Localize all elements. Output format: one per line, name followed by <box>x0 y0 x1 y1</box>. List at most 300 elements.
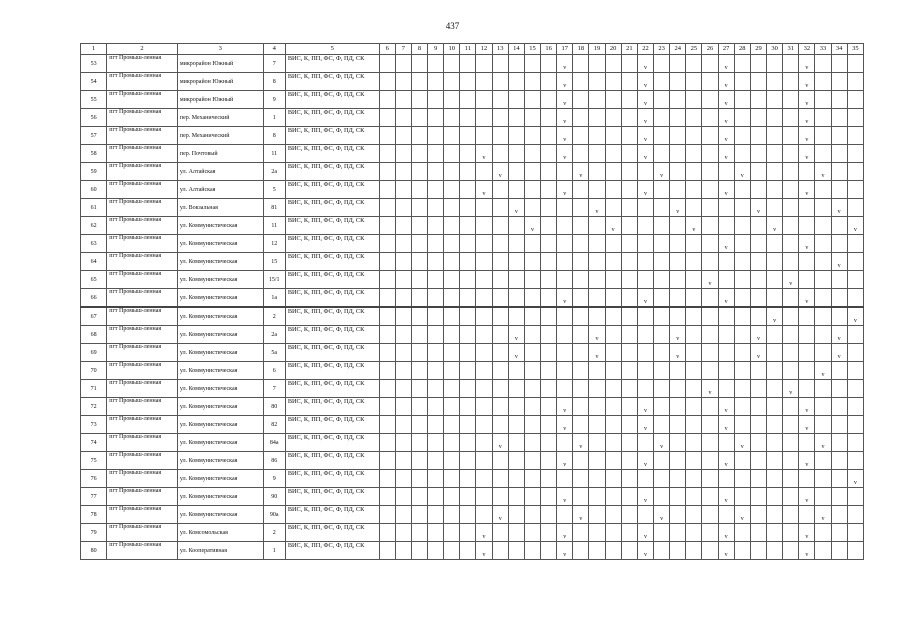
schedule-cell <box>395 524 411 542</box>
schedule-cell <box>492 217 508 235</box>
schedule-cell <box>524 506 540 524</box>
schedule-cell <box>686 362 702 380</box>
table-row <box>81 199 864 217</box>
schedule-cell <box>799 271 815 289</box>
schedule-cell <box>621 73 637 91</box>
schedule-cell <box>460 127 476 145</box>
schedule-cell <box>686 235 702 253</box>
services-cell: ВИС, К, ПП, ФС, Ф, ПД, СК <box>285 289 379 308</box>
settlement-cell: пгт Промыш-ленная <box>107 470 178 488</box>
schedule-cell <box>605 470 621 488</box>
schedule-cell <box>428 380 444 398</box>
schedule-cell <box>508 470 524 488</box>
row-number: 78 <box>81 506 107 524</box>
schedule-cell <box>508 253 524 271</box>
check-mark: v <box>718 91 734 109</box>
schedule-cell <box>589 542 605 560</box>
schedule-cell <box>702 362 718 380</box>
schedule-cell <box>734 271 750 289</box>
schedule-cell <box>379 326 395 344</box>
schedule-cell <box>734 73 750 91</box>
schedule-cell <box>541 326 557 344</box>
schedule-cell <box>783 253 799 271</box>
schedule-cell <box>831 289 847 308</box>
schedule-cell <box>444 452 460 470</box>
schedule-cell <box>605 380 621 398</box>
check-mark: v <box>670 326 686 344</box>
schedule-cell <box>444 488 460 506</box>
street-cell: пер. Почтовый <box>177 145 263 163</box>
schedule-cell <box>831 470 847 488</box>
schedule-cell <box>702 470 718 488</box>
check-mark: v <box>718 416 734 434</box>
column-header-9: 9 <box>428 44 444 55</box>
schedule-cell <box>670 524 686 542</box>
schedule-cell <box>734 524 750 542</box>
schedule-cell <box>783 416 799 434</box>
table-row <box>81 73 864 91</box>
street-cell: микрорайон Южный <box>177 73 263 91</box>
schedule-cell <box>702 416 718 434</box>
schedule-cell <box>767 73 783 91</box>
schedule-cell <box>379 506 395 524</box>
house-number-cell: 1 <box>263 109 285 127</box>
schedule-cell <box>573 488 589 506</box>
schedule-cell <box>670 127 686 145</box>
check-mark: v <box>799 488 815 506</box>
schedule-cell <box>379 181 395 199</box>
check-mark: v <box>718 524 734 542</box>
schedule-cell <box>524 271 540 289</box>
schedule-cell <box>411 416 427 434</box>
schedule-cell <box>444 506 460 524</box>
schedule-cell <box>428 524 444 542</box>
schedule-cell <box>605 344 621 362</box>
check-mark: v <box>589 344 605 362</box>
row-number: 64 <box>81 253 107 271</box>
check-mark: v <box>476 145 492 163</box>
schedule-cell <box>524 73 540 91</box>
schedule-cell <box>847 109 863 127</box>
row-number: 68 <box>81 326 107 344</box>
schedule-cell <box>686 488 702 506</box>
settlement-cell: пгт Промыш-ленная <box>107 344 178 362</box>
schedule-cell <box>460 109 476 127</box>
check-mark: v <box>799 524 815 542</box>
schedule-cell <box>395 289 411 308</box>
schedule-cell <box>654 416 670 434</box>
check-mark: v <box>508 326 524 344</box>
schedule-cell <box>718 163 734 181</box>
schedule-cell <box>799 326 815 344</box>
schedule-cell <box>686 307 702 326</box>
schedule-cell <box>831 452 847 470</box>
schedule-cell <box>654 199 670 217</box>
schedule-cell <box>670 163 686 181</box>
services-cell: ВИС, К, ПП, ФС, Ф, ПД, СК <box>285 163 379 181</box>
street-cell: ул. Коммунистическая <box>177 289 263 308</box>
schedule-cell <box>460 163 476 181</box>
house-number-cell: 84а <box>263 434 285 452</box>
schedule-cell <box>428 307 444 326</box>
settlement-cell: пгт Промыш-ленная <box>107 109 178 127</box>
schedule-cell <box>541 434 557 452</box>
schedule-cell <box>847 362 863 380</box>
schedule-cell <box>734 145 750 163</box>
schedule-cell <box>637 434 653 452</box>
schedule-cell <box>589 127 605 145</box>
check-mark: v <box>573 434 589 452</box>
schedule-cell <box>654 488 670 506</box>
schedule-cell <box>621 145 637 163</box>
schedule-cell <box>847 542 863 560</box>
schedule-cell <box>508 506 524 524</box>
schedule-cell <box>428 542 444 560</box>
schedule-cell <box>541 506 557 524</box>
schedule-cell <box>428 344 444 362</box>
check-mark: v <box>831 344 847 362</box>
schedule-cell <box>605 542 621 560</box>
schedule-cell <box>541 452 557 470</box>
schedule-cell <box>831 362 847 380</box>
schedule-cell <box>605 109 621 127</box>
schedule-cell <box>637 344 653 362</box>
settlement-cell: пгт Промыш-ленная <box>107 488 178 506</box>
schedule-cell <box>395 398 411 416</box>
schedule-cell <box>428 271 444 289</box>
schedule-cell <box>767 452 783 470</box>
check-mark: v <box>637 127 653 145</box>
schedule-cell <box>428 506 444 524</box>
schedule-cell <box>573 307 589 326</box>
schedule-cell <box>524 524 540 542</box>
settlement-cell: пгт Промыш-ленная <box>107 434 178 452</box>
column-header-30: 30 <box>767 44 783 55</box>
check-mark: v <box>847 307 863 326</box>
schedule-cell <box>847 271 863 289</box>
schedule-cell <box>799 380 815 398</box>
settlement-cell: пгт Промыш-ленная <box>107 55 178 73</box>
schedule-cell <box>524 199 540 217</box>
house-number-cell: 2а <box>263 163 285 181</box>
schedule-cell <box>702 344 718 362</box>
schedule-cell <box>767 163 783 181</box>
schedule-cell <box>702 398 718 416</box>
schedule-cell <box>428 73 444 91</box>
schedule-cell <box>573 289 589 308</box>
schedule-cell <box>605 289 621 308</box>
schedule-cell <box>476 307 492 326</box>
schedule-cell <box>524 235 540 253</box>
schedule-cell <box>686 163 702 181</box>
column-header-15: 15 <box>524 44 540 55</box>
schedule-cell <box>460 524 476 542</box>
schedule-cell <box>734 109 750 127</box>
house-number-cell: 1а <box>263 289 285 308</box>
schedule-cell <box>847 91 863 109</box>
column-header-24: 24 <box>670 44 686 55</box>
schedule-cell <box>444 127 460 145</box>
schedule-cell <box>637 253 653 271</box>
check-mark: v <box>557 181 573 199</box>
schedule-cell <box>702 163 718 181</box>
schedule-cell <box>508 289 524 308</box>
schedule-cell <box>492 307 508 326</box>
schedule-cell <box>444 524 460 542</box>
schedule-cell <box>783 73 799 91</box>
schedule-cell <box>767 380 783 398</box>
schedule-cell <box>508 181 524 199</box>
street-cell: ул. Коммунистическая <box>177 470 263 488</box>
check-mark: v <box>557 398 573 416</box>
check-mark: v <box>799 398 815 416</box>
schedule-cell <box>750 542 766 560</box>
check-mark: v <box>557 127 573 145</box>
schedule-cell <box>847 163 863 181</box>
row-number: 65 <box>81 271 107 289</box>
schedule-cell <box>670 542 686 560</box>
check-mark: v <box>557 452 573 470</box>
schedule-cell <box>460 416 476 434</box>
schedule-cell <box>476 416 492 434</box>
house-number-cell: 90а <box>263 506 285 524</box>
schedule-cell <box>476 109 492 127</box>
services-cell: ВИС, К, ПП, ФС, Ф, ПД, СК <box>285 91 379 109</box>
schedule-cell <box>589 398 605 416</box>
schedule-cell <box>670 73 686 91</box>
schedule-cell <box>621 289 637 308</box>
schedule-cell <box>573 271 589 289</box>
schedule-cell <box>557 199 573 217</box>
check-mark: v <box>686 217 702 235</box>
settlement-cell: пгт Промыш-ленная <box>107 542 178 560</box>
schedule-cell <box>831 55 847 73</box>
check-mark: v <box>573 163 589 181</box>
schedule-cell <box>541 488 557 506</box>
schedule-cell <box>621 163 637 181</box>
schedule-cell <box>686 542 702 560</box>
street-cell: ул. Коммунистическая <box>177 307 263 326</box>
schedule-cell <box>702 524 718 542</box>
check-mark: v <box>637 145 653 163</box>
schedule-cell <box>654 73 670 91</box>
schedule-cell <box>589 163 605 181</box>
schedule-cell <box>831 307 847 326</box>
check-mark: v <box>815 506 831 524</box>
schedule-cell <box>589 488 605 506</box>
schedule-cell <box>831 434 847 452</box>
schedule-cell <box>734 307 750 326</box>
schedule-cell <box>702 289 718 308</box>
schedule-cell <box>799 307 815 326</box>
schedule-cell <box>460 506 476 524</box>
schedule-cell <box>508 524 524 542</box>
schedule-cell <box>476 271 492 289</box>
schedule-cell <box>637 362 653 380</box>
house-number-cell: 1 <box>263 542 285 560</box>
settlement-cell: пгт Промыш-ленная <box>107 326 178 344</box>
schedule-cell <box>395 253 411 271</box>
schedule-cell <box>783 434 799 452</box>
schedule-cell <box>573 199 589 217</box>
services-cell: ВИС, К, ПП, ФС, Ф, ПД, СК <box>285 109 379 127</box>
schedule-cell <box>654 452 670 470</box>
column-header-34: 34 <box>831 44 847 55</box>
schedule-cell <box>492 235 508 253</box>
schedule-cell <box>411 217 427 235</box>
schedule-cell <box>637 271 653 289</box>
check-mark: v <box>847 470 863 488</box>
schedule-cell <box>686 199 702 217</box>
schedule-cell <box>589 506 605 524</box>
schedule-cell <box>815 73 831 91</box>
schedule-cell <box>686 91 702 109</box>
schedule-cell <box>411 271 427 289</box>
street-cell: ул. Коммунистическая <box>177 235 263 253</box>
schedule-cell <box>767 362 783 380</box>
table-row <box>81 235 864 253</box>
house-number-cell: 81 <box>263 199 285 217</box>
schedule-cell <box>815 326 831 344</box>
schedule-cell <box>395 163 411 181</box>
schedule-cell <box>605 235 621 253</box>
schedule-cell <box>670 235 686 253</box>
schedule-cell <box>605 524 621 542</box>
check-mark: v <box>637 524 653 542</box>
schedule-cell <box>589 524 605 542</box>
schedule-cell <box>783 181 799 199</box>
schedule-cell <box>411 145 427 163</box>
schedule-cell <box>767 470 783 488</box>
schedule-cell <box>460 91 476 109</box>
schedule-cell <box>686 326 702 344</box>
schedule-cell <box>460 235 476 253</box>
schedule-cell <box>686 289 702 308</box>
schedule-cell <box>799 506 815 524</box>
schedule-cell <box>379 109 395 127</box>
schedule-cell <box>750 271 766 289</box>
schedule-cell <box>524 127 540 145</box>
schedule-cell <box>605 91 621 109</box>
schedule-cell <box>476 362 492 380</box>
row-number: 54 <box>81 73 107 91</box>
house-number-cell: 90 <box>263 488 285 506</box>
schedule-cell <box>605 271 621 289</box>
column-header-29: 29 <box>750 44 766 55</box>
schedule-cell <box>395 542 411 560</box>
schedule-cell <box>379 344 395 362</box>
street-cell: ул. Комсомольская <box>177 524 263 542</box>
schedule-cell <box>621 55 637 73</box>
check-mark: v <box>718 235 734 253</box>
schedule-cell <box>444 416 460 434</box>
services-cell: ВИС, К, ПП, ФС, Ф, ПД, СК <box>285 524 379 542</box>
check-mark: v <box>557 542 573 560</box>
schedule-cell <box>702 109 718 127</box>
schedule-cell <box>395 470 411 488</box>
column-header-33: 33 <box>815 44 831 55</box>
services-cell: ВИС, К, ПП, ФС, Ф, ПД, СК <box>285 362 379 380</box>
schedule-cell <box>541 199 557 217</box>
schedule-cell <box>831 73 847 91</box>
schedule-cell <box>702 55 718 73</box>
schedule-cell <box>815 127 831 145</box>
schedule-cell <box>557 362 573 380</box>
schedule-cell <box>670 452 686 470</box>
services-cell: ВИС, К, ПП, ФС, Ф, ПД, СК <box>285 542 379 560</box>
schedule-cell <box>476 199 492 217</box>
schedule-cell <box>428 163 444 181</box>
schedule-cell <box>686 416 702 434</box>
schedule-cell <box>621 542 637 560</box>
schedule-cell <box>444 398 460 416</box>
schedule-cell <box>444 271 460 289</box>
table-row <box>81 416 864 434</box>
schedule-cell <box>541 235 557 253</box>
schedule-cell <box>541 344 557 362</box>
schedule-cell <box>428 91 444 109</box>
schedule-cell <box>379 307 395 326</box>
schedule-cell <box>621 524 637 542</box>
column-header-14: 14 <box>508 44 524 55</box>
schedule-cell <box>783 470 799 488</box>
schedule-cell <box>767 416 783 434</box>
schedule-cell <box>621 91 637 109</box>
street-cell: ул. Коммунистическая <box>177 217 263 235</box>
schedule-cell <box>783 145 799 163</box>
schedule-cell <box>379 542 395 560</box>
schedule-cell <box>734 488 750 506</box>
schedule-cell <box>750 506 766 524</box>
schedule-cell <box>589 470 605 488</box>
schedule-cell <box>847 488 863 506</box>
schedule-cell <box>718 506 734 524</box>
schedule-cell <box>637 199 653 217</box>
schedule-cell <box>847 55 863 73</box>
schedule-cell <box>557 235 573 253</box>
schedule-cell <box>767 199 783 217</box>
check-mark: v <box>847 217 863 235</box>
check-mark: v <box>589 199 605 217</box>
check-mark: v <box>831 326 847 344</box>
schedule-cell <box>573 235 589 253</box>
row-number: 57 <box>81 127 107 145</box>
schedule-cell <box>460 452 476 470</box>
schedule-cell <box>767 181 783 199</box>
schedule-cell <box>379 271 395 289</box>
schedule-cell <box>395 235 411 253</box>
schedule-cell <box>767 91 783 109</box>
check-mark: v <box>670 344 686 362</box>
schedule-cell <box>718 344 734 362</box>
schedule-cell <box>621 326 637 344</box>
schedule-cell <box>767 109 783 127</box>
column-number-row <box>81 44 864 55</box>
column-header-35: 35 <box>847 44 863 55</box>
schedule-cell <box>428 488 444 506</box>
check-mark: v <box>783 380 799 398</box>
schedule-cell <box>395 271 411 289</box>
column-header-25: 25 <box>686 44 702 55</box>
check-mark: v <box>799 289 815 308</box>
schedule-cell <box>428 289 444 308</box>
schedule-cell <box>783 199 799 217</box>
schedule-cell <box>702 235 718 253</box>
schedule-cell <box>654 380 670 398</box>
schedule-cell <box>379 163 395 181</box>
schedule-cell <box>767 235 783 253</box>
settlement-cell: пгт Промыш-ленная <box>107 199 178 217</box>
